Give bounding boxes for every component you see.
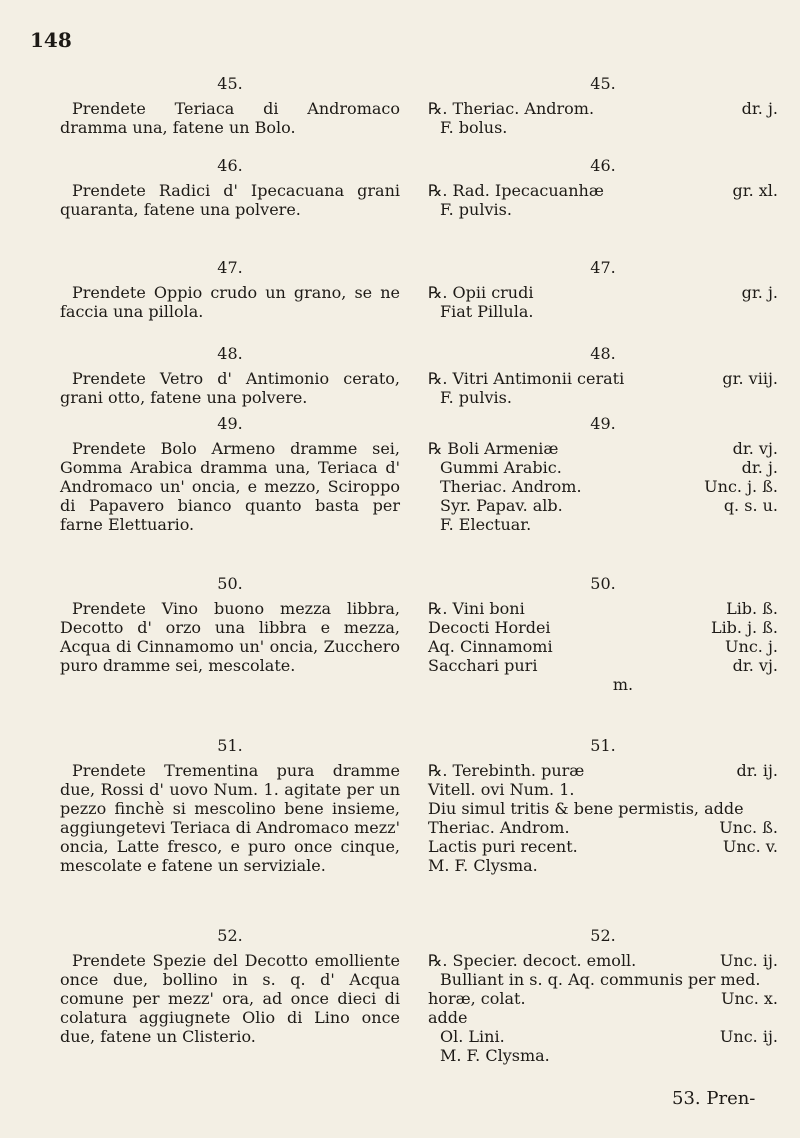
rx-line	[428, 496, 778, 515]
rx-line	[428, 388, 778, 407]
ingredient: Diu simul tritis & bene permistis, adde	[428, 799, 744, 818]
left-entry-52	[60, 926, 400, 1046]
ingredient: ℞ Boli Armeniæ	[428, 439, 559, 458]
ingredient: Ol. Lini.	[440, 1027, 505, 1046]
amount: Lib. j. ß.	[710, 618, 778, 637]
rx-line	[428, 302, 778, 321]
entry-number: 52.	[590, 926, 616, 945]
entry-number: 46.	[590, 156, 616, 175]
rx-line	[428, 1008, 778, 1027]
ingredient: ℞. Opii crudi	[428, 283, 534, 302]
rx-line	[428, 439, 778, 458]
left-entry-45	[60, 74, 400, 137]
entry-number: 46.	[217, 156, 243, 175]
left-entry-49	[60, 414, 400, 534]
entry-number: 49.	[217, 414, 243, 433]
ingredient: ℞. Rad. Ipecacuanhæ	[428, 181, 604, 200]
entry-number: 50.	[590, 574, 616, 593]
rx-line	[428, 458, 778, 477]
rx-line	[428, 200, 778, 219]
ingredient: Decocti Hordei	[428, 618, 551, 637]
rx-line	[428, 856, 778, 875]
entry-text: Prendete Vino buono mezza libbra, Decotto d' orzo una libbra e mezza, Acqua di Cinnamomo un' oncia, Zucchero puro dramme sei, mescolate.	[60, 599, 400, 675]
amount: Unc. j.	[725, 637, 778, 656]
ingredient: Sacchari puri	[428, 656, 538, 675]
right-entry-50	[428, 574, 778, 694]
amount: Unc. j. ß.	[704, 477, 778, 496]
ingredient: M. F. Clysma.	[428, 856, 538, 875]
amount: dr. j.	[741, 458, 778, 477]
left-entry-48	[60, 344, 400, 407]
amount: Unc. v.	[722, 837, 778, 856]
ingredient: ℞. Specier. decoct. emoll.	[428, 951, 637, 970]
amount: gr. j.	[741, 283, 778, 302]
amount: gr. viij.	[722, 369, 778, 388]
entry-number: 51.	[590, 736, 616, 755]
rx-line	[428, 599, 778, 618]
rx-line	[428, 761, 778, 780]
rx-line	[428, 951, 778, 970]
rx-line	[428, 780, 778, 799]
rx-line	[428, 283, 778, 302]
entry-number: 45.	[590, 74, 616, 93]
ingredient: F. Electuar.	[440, 515, 532, 534]
amount: dr. j.	[741, 99, 778, 118]
catchword: 53. Pren-	[672, 1088, 756, 1109]
ingredient: Theriac. Androm.	[428, 818, 570, 837]
rx-line	[428, 637, 778, 656]
right-entry-52	[428, 926, 778, 1065]
ingredient: F. pulvis.	[440, 388, 512, 407]
entry-text: Prendete Teriaca di Andromaco dramma una, fatene un Bolo.	[60, 99, 400, 137]
ingredient: Gummi Arabic.	[440, 458, 562, 477]
entry-text: Prendete Bolo Armeno dramme sei, Gomma Arabica dramma una, Teriaca d' Andromaco un' oncia, e mezzo, Sciroppo di Papavero bianco quanto basta per farne Elettuario.	[60, 439, 400, 534]
entry-number: 49.	[590, 414, 616, 433]
ingredient: horæ, colat.	[428, 989, 526, 1008]
ingredient: Lactis puri recent.	[428, 837, 578, 856]
amount: gr. xl.	[732, 181, 778, 200]
rx-line	[428, 99, 778, 118]
amount: Unc. x.	[720, 989, 778, 1008]
amount: Unc. ij.	[719, 1027, 778, 1046]
rx-line	[428, 618, 778, 637]
rx-line	[428, 837, 778, 856]
rx-line	[428, 477, 778, 496]
amount: q. s. u.	[723, 496, 778, 515]
entry-number: 48.	[590, 344, 616, 363]
ingredient: ℞. Vitri Antimonii cerati	[428, 369, 625, 388]
right-entry-46	[428, 156, 778, 219]
rx-line	[428, 181, 778, 200]
ingredient: ℞. Theriac. Androm.	[428, 99, 595, 118]
misce-mark: m.	[612, 675, 634, 694]
rx-line	[428, 656, 778, 675]
rx-line	[428, 989, 778, 1008]
rx-line	[428, 818, 778, 837]
ingredient: Theriac. Androm.	[440, 477, 582, 496]
entry-text: Prendete Radici d' Ipecacuana grani quaranta, fatene una polvere.	[60, 181, 400, 219]
right-entry-49	[428, 414, 778, 534]
entry-number: 52.	[217, 926, 243, 945]
ingredient: Fiat Pillula.	[440, 302, 534, 321]
ingredient: Aq. Cinnamomi	[428, 637, 553, 656]
amount: Unc. ß.	[719, 818, 778, 837]
amount: dr. vj.	[732, 656, 778, 675]
left-entry-47	[60, 258, 400, 321]
entry-number: 45.	[217, 74, 243, 93]
amount: dr. ij.	[736, 761, 778, 780]
left-entry-50	[60, 574, 400, 675]
ingredient: F. bolus.	[440, 118, 508, 137]
right-entry-51	[428, 736, 778, 875]
rx-line	[428, 970, 778, 989]
entry-number: 47.	[217, 258, 243, 277]
rx-line	[428, 799, 778, 818]
page-number: 148	[30, 28, 72, 52]
amount: Unc. ij.	[719, 951, 778, 970]
right-entry-45	[428, 74, 778, 137]
entry-number: 51.	[217, 736, 243, 755]
entry-text: Prendete Oppio crudo un grano, se ne faccia una pillola.	[60, 283, 400, 321]
amount: Lib. ß.	[726, 599, 778, 618]
entry-number: 47.	[590, 258, 616, 277]
rx-line	[428, 1046, 778, 1065]
left-entry-46	[60, 156, 400, 219]
rx-line	[428, 369, 778, 388]
entry-text: Prendete Trementina pura dramme due, Rossi d' uovo Num. 1. agitate per un pezzo finchè si mescolino bene insieme, aggiungetevi Teriaca di Andromaco mezz' oncia, Latte fresco, e puro once cinque, mescolate e fatene un serviziale.	[60, 761, 400, 875]
ingredient: Vitell. ovi Num. 1.	[428, 780, 575, 799]
ingredient: M. F. Clysma.	[440, 1046, 550, 1065]
ingredient: ℞. Terebinth. puræ	[428, 761, 585, 780]
entry-number: 48.	[217, 344, 243, 363]
rx-line	[428, 1027, 778, 1046]
right-entry-48	[428, 344, 778, 407]
rx-line	[428, 515, 778, 534]
entry-text: Prendete Vetro d' Antimonio cerato, grani otto, fatene una polvere.	[60, 369, 400, 407]
ingredient: adde	[428, 1008, 468, 1027]
ingredient: Bulliant in s. q. Aq. communis per med.	[440, 970, 761, 989]
entry-number: 50.	[217, 574, 243, 593]
ingredient: Syr. Papav. alb.	[440, 496, 563, 515]
amount: dr. vj.	[732, 439, 778, 458]
rx-line	[428, 118, 778, 137]
ingredient: F. pulvis.	[440, 200, 512, 219]
left-entry-51	[60, 736, 400, 875]
right-entry-47	[428, 258, 778, 321]
entry-text: Prendete Spezie del Decotto emolliente once due, bollino in s. q. d' Acqua comune per mezz' ora, ad once dieci di colatura aggiugnete Olio di Lino once due, fatene un Clisterio.	[60, 951, 400, 1046]
ingredient: ℞. Vini boni	[428, 599, 525, 618]
